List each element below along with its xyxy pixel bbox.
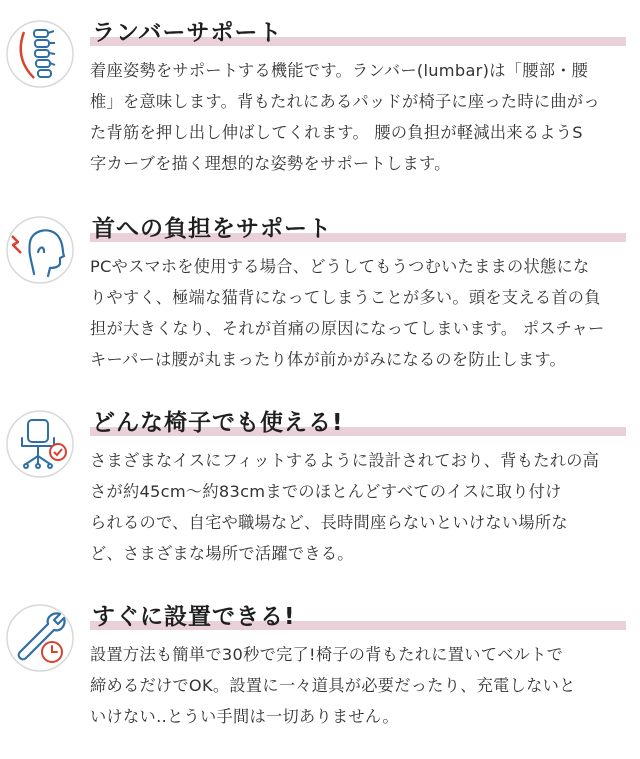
wrench-clock-icon bbox=[4, 602, 76, 674]
body-line: さが約45cm〜約83cmまでのほとんどすべてのイスに取り付け bbox=[90, 482, 562, 501]
body-line: キーパーは腰が丸まったり体が前かがみになるのを防止します。 bbox=[90, 350, 567, 369]
section-title: ランバーサポート bbox=[92, 20, 283, 46]
body-line: 着座姿勢をサポートする機能です。ランバー(lumbar)は「腰部・腰 bbox=[90, 61, 589, 80]
section-heading bbox=[90, 400, 626, 440]
feature-section-lumbar bbox=[0, 0, 640, 190]
neck-pain-icon bbox=[4, 214, 76, 286]
section-body bbox=[90, 445, 626, 569]
section-body bbox=[90, 55, 626, 179]
body-line: りやすく、極端な猫背になってしまうことが多い。頭を支える首の負 bbox=[90, 288, 601, 307]
section-body bbox=[90, 639, 626, 732]
section-body bbox=[90, 251, 626, 375]
feature-section-any-chair bbox=[0, 390, 640, 580]
spine-icon bbox=[4, 18, 76, 90]
body-line: いけない‥とうい手間は一切ありません。 bbox=[90, 707, 399, 726]
body-line: 担が大きくなり、それが首痛の原因になってしまいます。 ポスチャー bbox=[90, 319, 605, 338]
body-line: PCやスマホを使用する場合、どうしてもうつむいたままの状態にな bbox=[90, 257, 590, 276]
body-line: た背筋を押し出し伸ばしてくれます。 腰の負担が軽減出来るようS bbox=[90, 123, 583, 142]
section-title: 首への負担をサポート bbox=[92, 216, 332, 242]
feature-section-neck bbox=[0, 196, 640, 386]
body-line: られるので、自宅や職場など、長時間座らないといけない場所な bbox=[90, 513, 568, 532]
body-line: さまざまなイスにフィットするように設計されており、背もたれの高 bbox=[90, 451, 600, 470]
body-line: 椎」を意味します。背もたれにあるパッドが椅子に座った時に曲がっ bbox=[90, 92, 600, 111]
section-heading bbox=[90, 594, 626, 634]
body-line: 設置方法も簡単で30秒で完了!椅子の背もたれに置いてベルトで bbox=[90, 645, 564, 664]
section-title: どんな椅子でも使える! bbox=[92, 410, 344, 436]
body-line: 字カーブを描く理想的な姿勢をサポートします。 bbox=[90, 154, 451, 173]
body-line: 締めるだけでOK。設置に一々道具が必要だったり、充電しないと bbox=[90, 676, 576, 695]
feature-section-easy-install bbox=[0, 584, 640, 759]
section-heading bbox=[90, 206, 626, 246]
body-line: ど、さまざまな場所で活躍できる。 bbox=[90, 544, 354, 563]
section-heading bbox=[90, 10, 626, 50]
section-title: すぐに設置できる! bbox=[92, 604, 296, 630]
office-chair-icon bbox=[4, 408, 76, 480]
